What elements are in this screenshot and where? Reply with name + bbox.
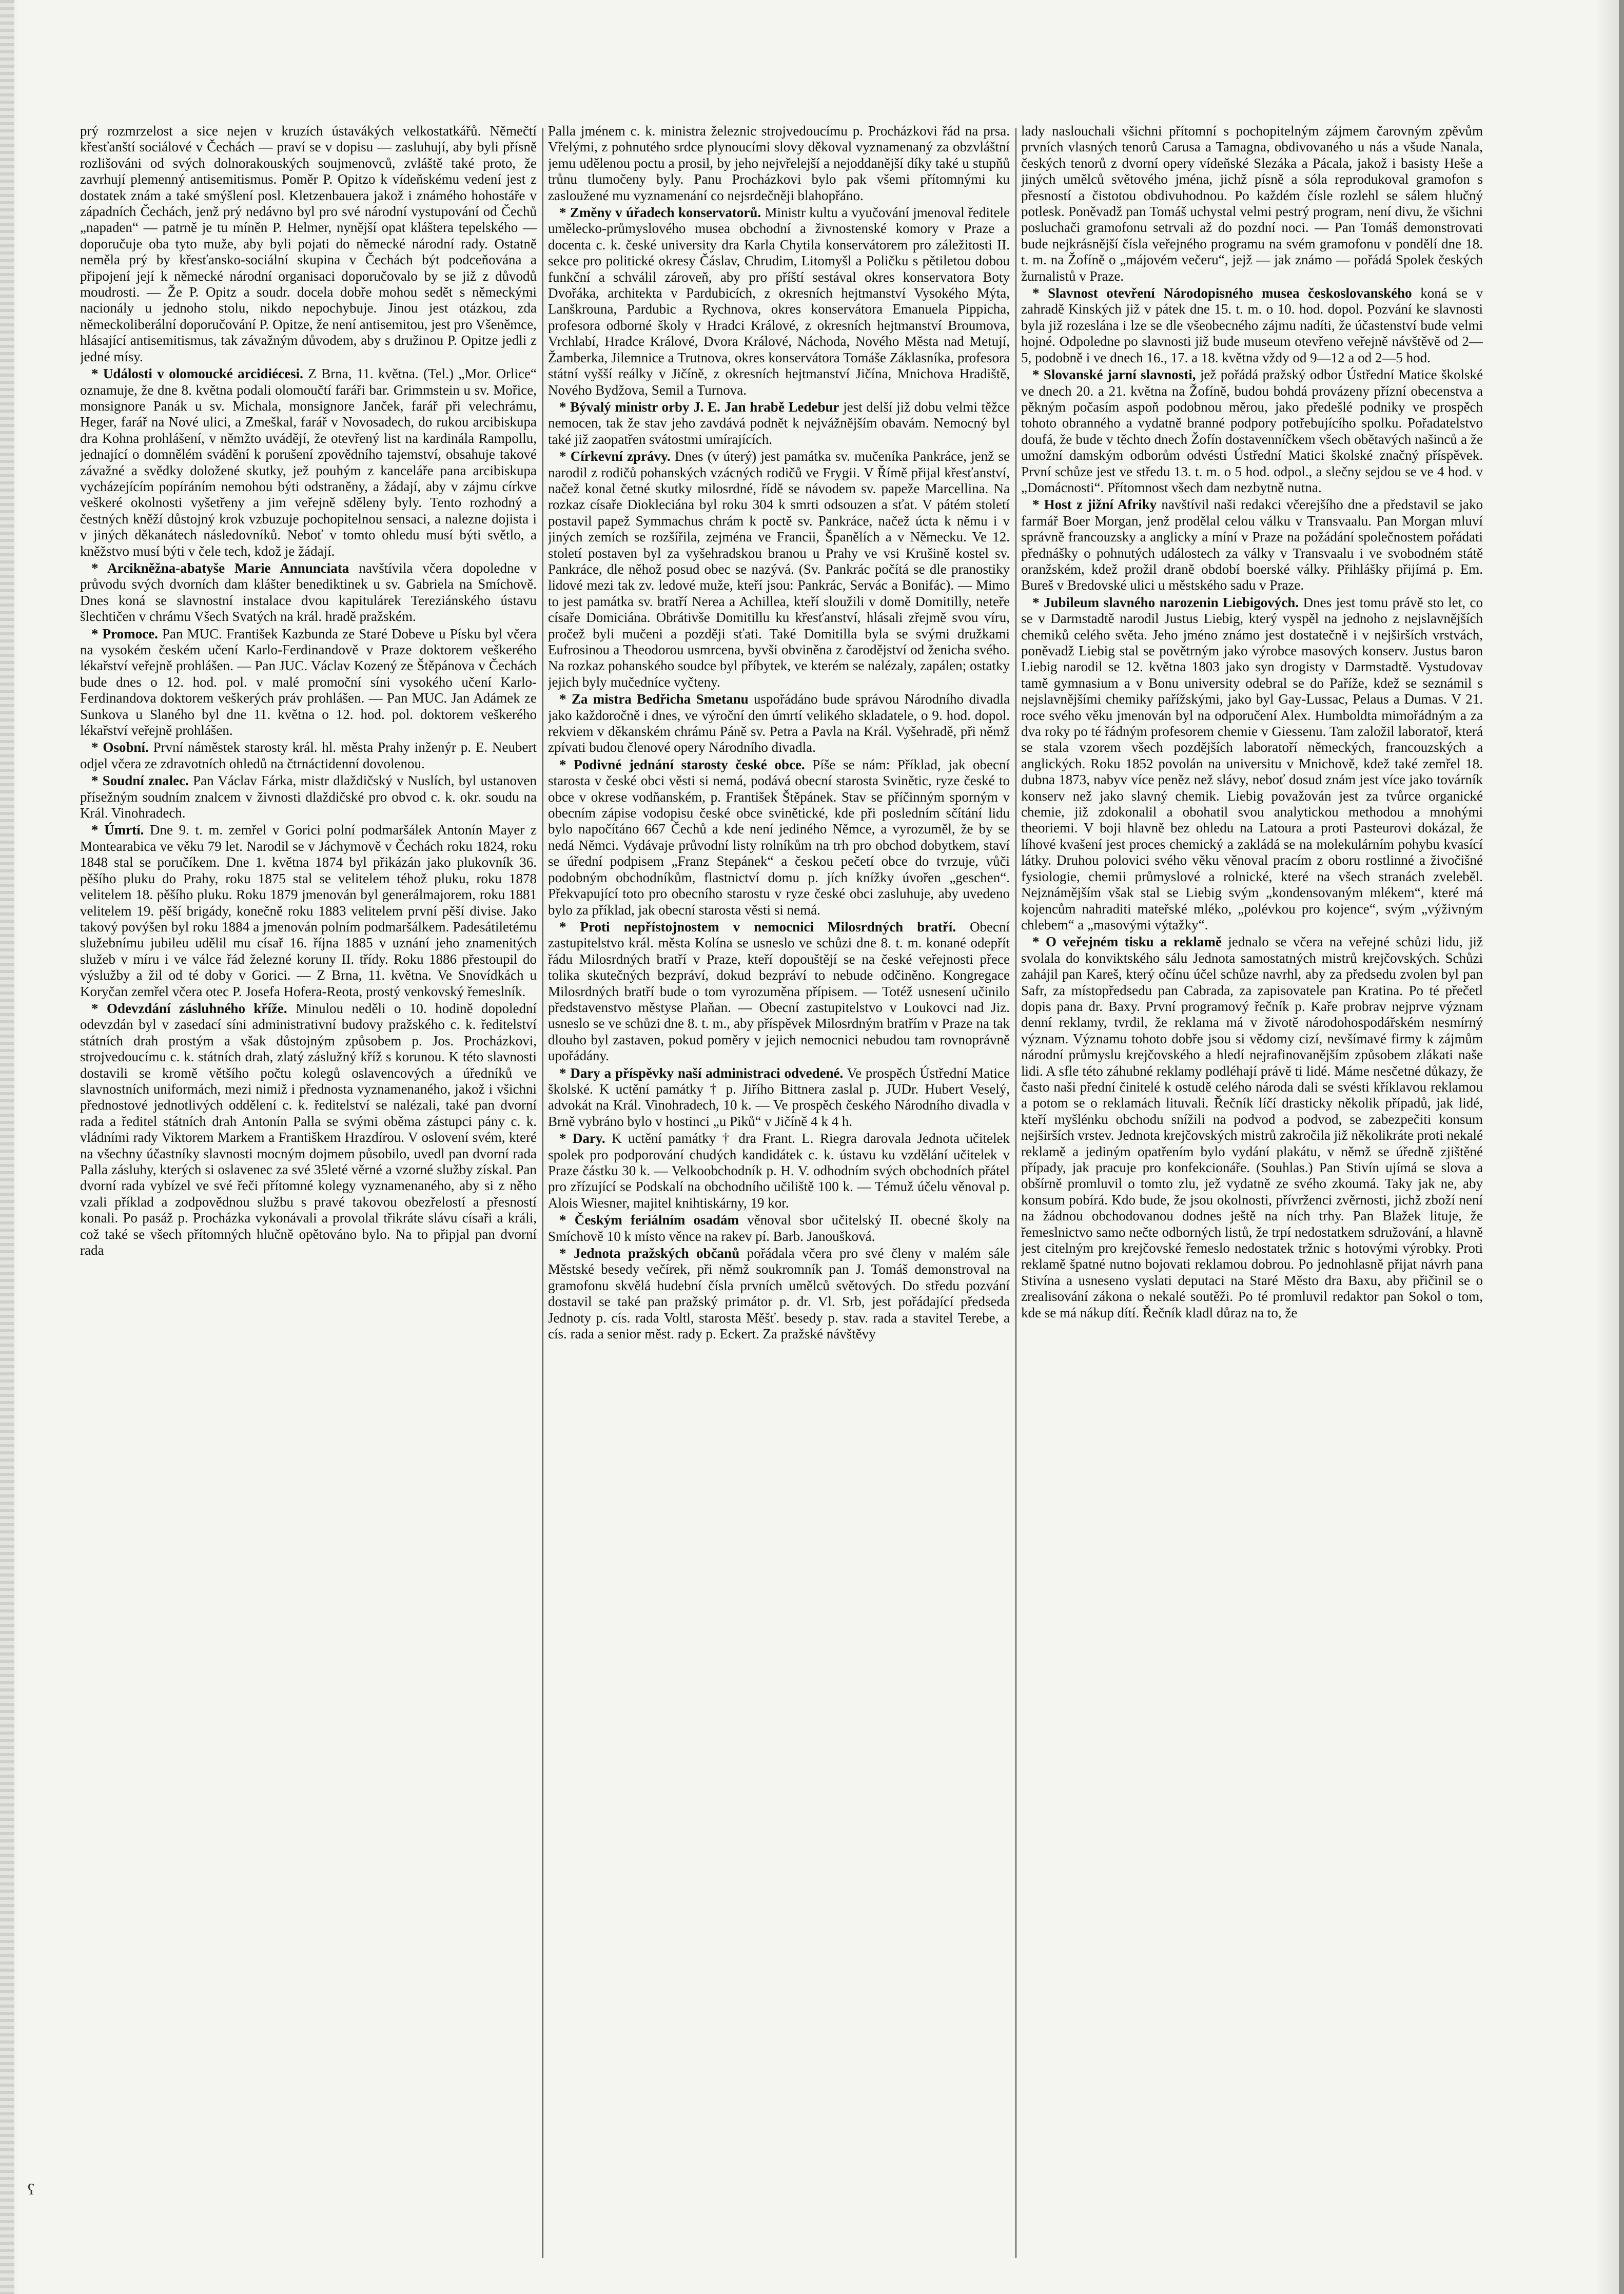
article-heading: * Jednota pražských občanů (559, 1246, 740, 1261)
article-text: uspořádáno bude správou Národního divadla jako každoročně i dnes, ve výroční den úmrtí velikého skladatele, o 9. hod. dopol. rekviem v děkanském chrámu Páně sv. Petra a Pavla na Král. Vyšehradě, při němž zpívati budou členové opery Národního divadla. (548, 691, 1010, 755)
article-heading: * Církevní zprávy. (559, 449, 671, 464)
article-paragraph (1021, 367, 1483, 496)
article-heading: * Dary a příspěvky naší administraci odvedené. (559, 1065, 844, 1081)
scan-right-edge (1619, 0, 1624, 2294)
article-text: Obecní zastupitelstvo král. města Kolína se usneslo ve schůzi dne 8. t. m. konané odepřít řádu Milosrdných bratří v Praze, kteří dopouštějí se na české veřejnosti přece tolika skutečných bezpráví, dokud bezpráví to nebude odčiněno. Kongregace Milosrdných bratří bude o tom vyrozuměna přípisem. — Totéž usnesení učinilo představenstvo městyse Plaňan. — Obecní zastupitelstvo v Loukovci nad Jiz. usneslo se ve schůzi dne 8. t. m., aby příspěvek Milosrdným bratřím v Praze na tak dlouho byl zastaven, pokud poměry v jejich nemocnici nebudou tam rovnoprávně upořádány. (548, 919, 1010, 1064)
article-text: koná se v zahradě Kinských již v pátek dne 15. t. m. o 10. hod. dopol. Pozvání ke slavnosti byla již rozeslána i lze se dle všeobecného zájmu nadíti, že účastenství bude velmi hojné. Odpoledne po slavnosti již bude museum otevřeno veřejně návštěvě od 2—5, podobně i ve dnech 16., 17. a 18. května vždy od 9—12 a od 2—5 hod. (1021, 285, 1483, 365)
article-text: Z Brna, 11. května. (Tel.) „Mor. Orlice“ oznamuje, že dne 8. května podali olomoučtí faráři bar. Grimmstein u sv. Mořice, monsignore Panák u sv. Michala, monsignore Janček, farář při velechrámu, Heger, farář na Nové ulici, a Zmeškal, farář v Novosadech, do rukou arcibiskupa dra Kohna prohlášení, v němžto uvádějí, že otevřený list na kardinála Rampollu, jednající o domnělém svádění k porušení zpovědního tajemství, obsahuje takové závažné a svědky doložené skutky, jež pouhým z kanceláře pana arcibiskupa vycházejícím popíráním nemohou býti odstraněny, a žádají, aby v zájmu církve veškeré okolnosti vyšetřeny a jim veřejně sděleny byly. Tento rozhodný a čestných kněží důstojný krok vzbuzuje pochopitelnou sensaci, a nalezne dojista i v jiných děkanátech následovníků. Neboť v tomto ohledu musí býti světlo, a kněžstvo musí býti v čele tech, kdož je žádají. (80, 366, 537, 559)
article-text: Píše se nám: Příklad, jak obecní starosta v české obci věsti si nemá, podává obecní starosta Svinětic, ryze české to obce v okrese vodňanském, p. František Štěpánek. Stav se příčinným sporným v obecním zápise vodopisu české obce svinětické, kde při posledním sčítání lidu bylo napočítáno 667 Čechů a kde není jediného Němce, a vyrozuměl, že by se nedá Němci. Vydávaje průvodní listy rolníkům na trh pro obchod dobytkem, staví se úřední podpisem „Franz Stepánek“ a českou pečetí obce do tvrzuje, vůči podobným obchodníkům, flastnictví domu p. jích knížky úvořen „geschen“. Překvapující toto pro obecního starostu v ryze české obci zasluhuje, aby uvedeno bylo za příklad, jak obecní starosta věsti si nemá. (548, 756, 1010, 918)
article-heading: * Jubileum slavného narozenin Liebigových. (1032, 594, 1299, 610)
article-text: Pan Václav Fárka, mistr dlaždičský v Nuslích, byl ustanoven přísežným soudním znalcem v živnosti dlaždičské pro obvod c. k. okr. soudu na Král. Vinohradech. (80, 773, 537, 821)
article-paragraph (1021, 595, 1483, 934)
article-text: jež pořádá pražský odbor Ústřední Matice školské ve dnech 20. a 21. května na Žofíně, budou bohdá provázeny přízní obecenstva a pěkným počasím aspoň podobnou měrou, jako předešlé podniky ve prospěch tohoto obranného a vydatně branné podpory potřebujícího spolku. Pořadatelstvo doufá, že bude v těchto dnech Žofín dostavenníčkem všech obětavých našinců a že umožní damským odborům odvésti Ústřední Matici školské značný příspěvek. První schůze jest ve středu 13. t. m. o 5 hod. odpol., a slečny sejdou se ve 4 hod. v „Domácnosti“. Přítomnost všech dam nezbytně nutna. (1021, 367, 1483, 495)
article-heading: * Host z jižní Afriky (1032, 497, 1157, 513)
text-column-2 (548, 123, 1010, 2258)
article-text: jednalo se včera na veřejné schůzi lidu, již svolala do konviktského sálu Jednota samostatných mistrů krejčovských. Schůzi zahájil pan Kareš, který očínu účel schůze navrhl, aby za předsedu zvolen byl pan Safr, za místopředsedu pan Cabrada, za zapisovatele pan Kratina. Po té přečetl dopis pana dr. Baxy. První programový řečník p. Kaře probrav nejprve význam denní reklamy, tvrdil, že reklama má v životě národohospodářském nesmírný význam. Významu tohoto dobře jsou si vědomy cizí, nevšímavé firmy k zájmům národní průmyslu krejčovského a hledí nejrafinovanějším způsobem zlákati naše lidi. A sfle této záhubné reklamy podléhají právě ti lidé. Máme nesčetné důkazy, že často naši přední činitelé k ostudě celého národa dali se svésti kříklavou reklamou a potom se o reklamách lituvali. Řečník líčí drasticky několik případů, jak lidé, kteří myšlénku obchodu snížili na podvod a podvod, se zabezpečiti konsum nejširších vrstev. Jednota krejčovských mistrů zakročila již několikráte proti nekalé reklamě a jediným opatřením bylo vydání plakátu, v němž se úředně zjištěné případy, jak pracuje pro konfekcionáře. (Souhlas.) Pan Stivín ujímá se slova a obšírně promluvil o tomto zlu, jež vydatně ze svého zkoumá. Taky jak ne, aby konsum pobírá. Kdo bude, že jsou okolnosti, přívrženci zvěrnosti, jichž zboží není na žádnou obchodovanou dodnes ještě na ních trhy. Pan Blažek lituje, že řemeslnictvo samo nečte odborných listů, že trpí nedostatkem sdružování, a hlavně jest citelným pro krejčovské řemeslo nedostatek tržnic s hotovými výrobky. Proti reklamě špatné nutno bojovati reklamou dobrou. Po jednohlasně přijat návrh pana Stivína a usneseno vyslati deputaci na Staré Město dra Baxu, aby přičinil se o zrealisování zákona o nekalé soutěži. Po té promluvil redaktor pan Sokol o tom, kde se má nákup dítí. Řečník kladl důraz na to, že (1021, 934, 1483, 1320)
article-text: Dne 9. t. m. zemřel v Gorici polní podmaršálek Antonín Mayer z Montearabica ve věku 79 let. Narodil se v Jáchymově v Čechách roku 1824, roku 1848 stal se poručíkem. Dne 1. května 1874 byl přikázán jako plukovník 36. pěšího pluku do Prahy, roku 1875 stal se velitelem téhož pluku, roku 1878 velitelem 18. pěšího pluku. Roku 1879 jmenován byl generálmajorem, roku 1881 velitelem 19. pěší brigády, konečně roku 1883 velitelem první pěší divise. Jako takový povýšen byl roku 1884 a jmenován polním podmaršálkem. Padesátiletému služebnímu jubileu udělil mu císař 16. října 1885 v uznání jeho znamenitých služeb v míru i ve válce řád železné koruny II. třídy. Roku 1886 přestoupil do výslužby a žil od té doby v Gorici. — Z Brna, 11. května. Ve Snovídkách u Koryčan zemřel včera otec P. Josefa Hofera-Reota, prostý venkovský řemeslník. (80, 822, 537, 999)
article-text: Pan MUC. František Kazbunda ze Staré Dobeve u Písku byl včera na vysokém českém učení Karlo-Ferdinandově v Praze doktorem veškerého lékařství veřejně prohlášen. — Pan JUC. Václav Kozený ze Štěpánova v Čechách bude dnes o 12. hod. pol. v malé promoční síni vysokého učení Karlo-Ferdinandova doktorem veškerých práv prohlášen. — Pan MUC. Jan Adámek ze Sunkova u Slaného byl dne 11. května o 12. hod. pol. doktorem veškerého lékařství veřejně prohlášen. (80, 626, 537, 738)
article-paragraph (548, 1246, 1010, 1342)
article-heading: * Slavnost otevření Národopisného musea českoslovanského (1032, 285, 1412, 301)
article-paragraph (80, 626, 537, 739)
article-paragraph (548, 691, 1010, 756)
article-paragraph (548, 205, 1010, 398)
article-heading: * Události v olomoucké arcidiécesi. (91, 366, 303, 382)
article-text: Ve prospěch Ústřední Matice školské. K uctění památky † p. Jiřího Bittnera zaslal p. JUDr. Hubert Veselý, advokát na Král. Vinohradech, 10 k. — Ve prospěch českého Národního divadla v Brně vybráno bylo v hostinci „u Piků“ v Jičíně 4 k 4 h. (548, 1065, 1010, 1129)
article-paragraph (80, 123, 537, 365)
article-paragraph (80, 1001, 537, 1259)
article-paragraph (548, 399, 1010, 448)
article-paragraph (80, 822, 537, 999)
article-paragraph (548, 1212, 1010, 1245)
article-text: pořádala včera pro své členy v malém sále Městské besedy večírek, při němž soukromník pan J. Tomáš demonstroval na gramofonu skvělá hudební čísla prvních umělců světových. Do středu pozvání dostavil se také pan pražský primátor p. dr. Vl. Srb, jest pořádající předseda Jednoty p. cís. rada Voltl, starosta Měšť. besedy p. stav. rada a stavitel Terebe, a cís. rada a senior měst. rady p. Eckert. Za pražské návštěvy (548, 1246, 1010, 1342)
article-paragraph (1021, 285, 1483, 366)
article-paragraph (80, 366, 537, 559)
article-text: Ministr kultu a vyučování jmenoval ředitele umělecko-průmyslového musea obchodní a živnostenské komory v Praze a docenta c. k. české university dra Karla Chytila konservátorem pro záležitosti II. sekce pro politické okresy Čáslav, Chrudim, Litomyšl a Poličku s pětiletou dobou funkční a schválil zároveň, aby pro příští sestával okres konservatora Boty Dvořáka, architekta v Pardubicích, z okresních hejtmanství Vysokého Mýta, Lanškrouna, Pardubic a Rychnova, okres konservátora Emanuela Pippicha, profesora odborné školy v Hradci Králové, z okresních hejtmanství Broumova, Vrchlabí, Hradce Králové, Dvora Králové, Náchoda, Nového Města nad Metují, Žamberka, Jilemnice a Trutnova, okres konservátora Tomáše Záklasníka, profesora státní vyšší reálky v Jičíně, z okresních hejtmanství Jičína, Mnichova Hradiště, Nového Bydžova, Semil a Turnova. (548, 205, 1010, 398)
article-paragraph (548, 1065, 1010, 1130)
article-heading: * Slovanské jarní slavnosti, (1032, 367, 1196, 383)
article-text: Palla jménem c. k. ministra železnic strojvedoucímu p. Procházkovi řád na prsa. Vřelými, z pohnutého srdce plynoucími slovy děkoval vyznamenaný za obzvláštní jemu udělenou poctu a prosil, by jeho nejvřelejší a nejoddanější díky také u stupňů trůnu tlumočeny byly. Panu Procházkovi bylo pak všemi přítomnými ku zasloužené mu vyznamenání co nejsrdečněji blahopřáno. (548, 123, 1010, 203)
margin-mark: ʕ (28, 2181, 35, 2198)
article-text: věnoval sbor učitelský II. obecné školy na Smíchově 10 k místo věnce na rakev pí. Barb. Janoušková. (548, 1212, 1010, 1244)
article-heading: * Za mistra Bedřicha Smetanu (559, 691, 749, 707)
article-paragraph (80, 740, 537, 772)
article-paragraph (1021, 123, 1483, 284)
article-text: Dnes (v úterý) jest památka sv. mučeníka Pankráce, jenž se narodil z rodičů pohanských vzácných rodičů ve Frygii. V Římě přijal křesťanství, načež konal četné skutky milosrdné, řídě se návodem sv. papeže Marcellina. Na rozkaz císaře Diokleciána byl roku 304 k smrti odsouzen a sťat. V pátém století postavil papež Symmachus chrám k poctě sv. Pankráce, načež úcta k němu i v jiných zemích se rozšířila, zejména ve Francii, Španělích a v Německu. Ve 12. století postaven byl za vyšehradskou branou u Prahy ve vsi Krušině kostel sv. Pankráce, dle něhož posud obec se nazývá. (Sv. Pankrác počítá se dle pranostiky lidové mezi tak zv. ledové muže, kteří jsou: Pankrác, Servác a Bonifác). — Mimo to jest památka sv. bratří Nerea a Achillea, kteří sloužili v domě Domitilly, neteře císaře Domiciána. Obrátivše Domitillu ku křesťanství, hlásali zřejmě svou víru, pročež byli mučeni a později sťati. Také Domitilla byla se svými družkami Eufrosinou a Theodorou usmrcena, byvši obviněna z čarodějství od ženicha svého. Na rozkaz pohanského soudce byl příbytek, ve kterém se nalézaly, zapálen; ostatky jejich byly mučedníce vyčteny. (548, 449, 1010, 690)
article-heading: * Podivné jednání starosty české obce. (559, 756, 805, 772)
text-column-1 (80, 123, 537, 2258)
article-heading: * Českým feriálním osadám (559, 1212, 739, 1228)
scan-left-edge (0, 0, 14, 2294)
article-heading: * Osobní. (91, 740, 149, 755)
article-heading: * Promoce. (91, 626, 158, 641)
article-heading: * Odevzdání zásluhného kříže. (91, 1000, 287, 1016)
article-text: prý rozmrzelost a sice nejen v kruzích ústavákých velkostatkářů. Němečtí křesťanští sociálové v Čechách — praví se v dopisu — zasluhují, aby byli přísně rozlišováni od svých dolnorakouských soujmenovců, zvláště také proto, že zavrhují plemenný antisemitismus. Poměr P. Opitzo k vídeňskému vedení jest z dostatek znám a také smýšlení posl. Kletzenbauera jakož i známého hohostáře v západních Čechách, jenž prý nedávno byl pro své národní vystupování od Čechů „napaden“ — patrně je tu míněn P. Helmer, nynější opat kláštera tepelského — doporučuje oba tyto muže, aby byli pojati do německé národní rady. Ostatně neměla prý by křesťansko-sociální skupina v Čechách být podceňována a připojení její k německé národní organisaci doporučovalo by se již z důvodů moudrosti. — Že P. Opitz a soudr. docela dobře mohou sedět s německými nacionály u jednoho stolu, nikdo nepochybuje. Jinou jest otázkou, zda německoliberální doporučování P. Opitze, že není antisemitou, jest pro Všeněmce, hlásající antisemitismus, tak závažným důvodem, aby s družinou P. Opitze jedli z jedné mísy. (80, 123, 537, 364)
text-column-3 (1021, 123, 1483, 2258)
article-paragraph (548, 449, 1010, 690)
article-text: Dnes jest tomu právě sto let, co se v Darmstadtě narodil Justus Liebig, který vyspěl na jednoho z nejslavnějších chemiků celého světa. Jeho jméno známo jest dostatečně i v nejširších vrstvách, poněvadž Liebig stal se povětrným jako výrobce masových konserv. Justus baron Liebig narodil se 12. května 1803 jako syn drogisty v Darmstadtě. Vystudovav tamě gymnasium a v Bonu university odebral se do Paříže, kdež se seznámil s nejslavnějšími chemiky pařížskými, jako byl Gay-Lussac, Pelaus a Dumas. V 21. roce svého věku jmenován byl na odporučení Alex. Humboldta mimořádným a za dva roky po té řádným profesorem chemie v Giessenu. Tam založil laboratoř, která se stala vzorem všech pozdějších laboratoří německých, francouzských a anglických. Roku 1852 povolán na universitu v Mnichově, kdež také zemřel 18. dubna 1873, nabyv více peněz než slávy, neboť dosud znám jest více jako továrník konserv než jako slavný chemik. Liebig považován jest za tvůrce organické chemie, již zdokonalil a obohatil svou analytickou methodou a mnohými theoriemi. V boji hlavně bez ohledu na Latoura a proti Pasteurovi dokázal, že líhové kvašení jest proces chemický a zakládá se na molekulárním pohybu kvasící látky. Druhou polovici svého věku věnoval pracím z oboru rostlinné a živočišné fysiologie, chemii průmyslové a rolnické, které na všech stranách zveleběl. Nejznámějším však stal se Liebig svým „kondensovaným mlékem“, které má kojencům nahraditi mateřské mléko, „polévkou pro kojence“, svým „výživným chlebem“ a „masovými výtažky“. (1021, 594, 1483, 932)
article-text: jest delší již dobu velmi těžce nemocen, tak že stav jeho zavdává podnět k nejvážnějším obavám. Nemocný byl také již zaopatřen svátostmi umírajících. (548, 399, 1010, 447)
article-heading: * Proti nepřístojnostem v nemocnici Milosrdných bratří. (559, 919, 956, 935)
article-heading: * Dary. (559, 1131, 605, 1146)
article-paragraph (1021, 497, 1483, 593)
article-heading: * Arcikněžna-abatyše Marie Annunciata (91, 560, 349, 576)
article-text: Minulou neděli o 10. hodině dopolední odevzdán byl v zasedací síni administrativní budovy pražského c. k. ředitelství státních drah prostým a však důstojným způsobem p. Jos. Procházkovi, strojvedoucímu c. k. státních drah, zlatý záslužný kříž s korunou. K této slavnosti dostavili se kromě většího počtu kolegů oslavencových a úředníků ve slavnostních uniformách, mezi nimiž i přednosta vyznamenaného, jakož i všichni přednostové jednotlivých oddělení c. k. ředitelství se nalézali, také pan dvorní rada a ředitel státních drah Antonín Palla se svými oběma zástupci pány c. k. vládními rady Viktorem Markem a Františkem Hrazdírou. V oslovení svém, které na všechny účastníky slavnosti mocným dojmem působilo, uvedl pan dvorní rada Palla zásluhy, kterých si oslavenec za své 35leté věrné a vzorné služby získal. Pan dvorní rada vybízel ve své řeči přítomné kolegy vyznamenaného, aby si z něho vzali příklad a zodpovědnou službu s pravé takovou obezřelostí a přesností konali. Po pasáž p. Procházka vykonávali a provolal třikráte slávu císaři a králi, což také se všech přítomných hlučně opětováno bylo. Na to připjal pan dvorní rada (80, 1000, 537, 1258)
article-paragraph (548, 757, 1010, 918)
article-text: navštívila včera dopoledne v průvodu svých dvorních dam klášter benediktinek u sv. Gabriela na Smíchově. Dnes koná se slavnostní instalace dvou kapitulárek Tereziánského ústavu šlechtičen v chrámu Všech Svatých na král. hradě pražském. (80, 560, 537, 625)
article-text: navštívil naši redakci včerejšího dne a představil se jako farmář Boer Morgan, jenž prodělal celou válku v Transvaalu. Pan Morgan mluví správně francouzsky a anglicky a míní v Praze na požádání společnostem pořádati přednášky o pohnutých událostech za války v Transvaalu i ve svobodném státě oranžském, kdež prožil draně období boerské války. Přihlášky přijímá p. Em. Bureš v Bredovské ulici u městského sadu v Praze. (1021, 497, 1483, 593)
article-paragraph (548, 123, 1010, 204)
column-rule-2 (1015, 128, 1016, 2258)
article-text: lady naslouchali všichni přítomní s pochopitelným zájmem čarovným zpěvům prvních vlasných tenorů Carusa a Tamagna, obdivovaného u nás a všude Nanala, českých tenorů z dvorní opery vídeňské Slezáka a Pácala, jakož i basisty Heše a jiných umělců světového jména, jichž písně a sóla reprodukoval gramofon s přesností a čistotou obdivuhodnou. Po každém čísle rozlehl se sálem hlučný potlesk. Poněvadž pan Tomáš uchystal velmi pestrý program, není divu, že všichni posluchači gramofonu setrvali až do pozdní noci. — Pan Tomáš demonstrovati bude nejkrásnější čísla veřejného programu na svém gramofonu v pondělí dne 18. t. m. na Žofíně o „májovém večeru“, jejž — jak známo — pořádá Spolek českých žurnalistů v Praze. (1021, 123, 1483, 284)
column-rule-1 (542, 128, 543, 2258)
article-paragraph (548, 1131, 1010, 1211)
article-paragraph (80, 773, 537, 821)
article-heading: * Soudní znalec. (91, 773, 189, 789)
article-paragraph (80, 560, 537, 625)
article-heading: * O veřejném tisku a reklamě (1032, 934, 1222, 950)
article-heading: * Úmrtí. (91, 822, 144, 838)
article-text: K uctění památky † dra Frant. L. Riegra darovala Jednota učitelek spolek pro podporování chudých kandidátek c. k. ústavu ku vzdělání učitelek v Praze částku 30 k. — Velkoobchodník p. H. V. odhodním svých obchodních přátel pro zřízující se Podskalí na obchodního učiliště 100 k. — Témuž účelu věnoval p. Alois Wiesner, majitel knihtiskárny, 19 kor. (548, 1131, 1010, 1211)
article-paragraph (548, 919, 1010, 1064)
article-heading: * Bývalý ministr orby J. E. Jan hrabě Ledebur (559, 399, 839, 415)
article-heading: * Změny v úřadech konservatorů. (559, 205, 761, 221)
article-text: První náměstek starosty král. hl. města Prahy inženýr p. E. Neubert odjel včera ze zdravotních ohledů na čtrnáctidenní dovolenou. (80, 740, 537, 771)
article-paragraph (1021, 934, 1483, 1321)
